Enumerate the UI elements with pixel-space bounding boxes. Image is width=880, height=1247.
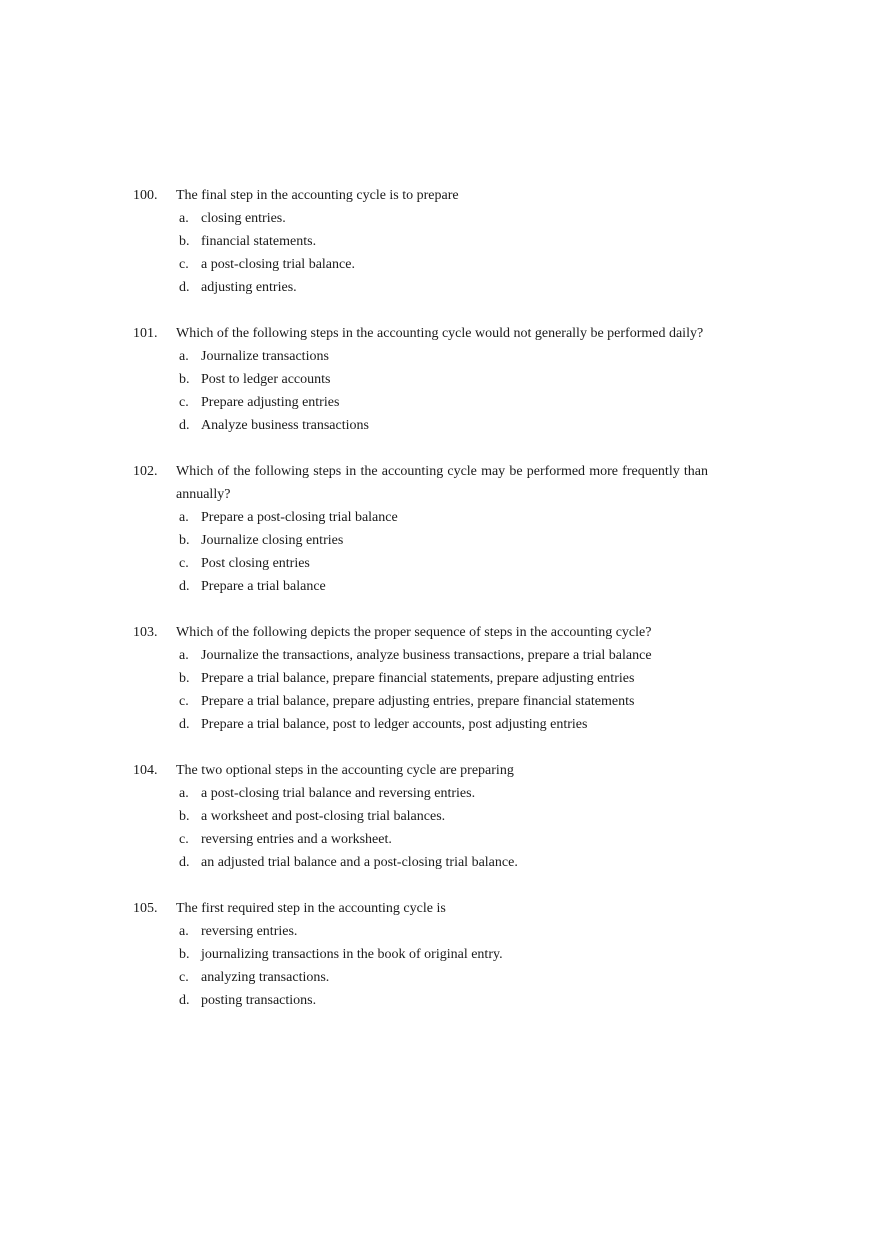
choice-letter: d. [179,579,190,594]
question-number: 101. [133,326,158,341]
choice-list [133,644,708,736]
choice-letter: a. [179,648,189,663]
choice-text: Journalize closing entries [201,533,344,548]
choice-text: financial statements. [201,234,317,249]
choice-text: Prepare a post-closing trial balance [201,510,398,525]
question-text: Which of the following depicts the proper sequence of steps in the accounting cycle? [176,625,652,640]
choice-letter: d. [179,855,190,870]
choice-a [179,920,708,943]
choice-c [179,828,708,851]
choice-text: posting transactions. [201,993,317,1008]
choice-text: a worksheet and post-closing trial balances. [201,809,446,824]
choice-text: reversing entries and a worksheet. [201,832,392,847]
choice-text: Journalize transactions [201,349,329,364]
choice-d [179,414,708,437]
question-100 [133,184,708,299]
question-stem [133,460,708,506]
choice-d [179,851,708,874]
choice-text: Prepare a trial balance, post to ledger accounts, post adjusting entries [201,717,588,732]
choice-text: Post closing entries [201,556,310,571]
choice-letter: a. [179,510,189,525]
question-105 [133,897,708,1012]
choice-letter: d. [179,280,190,295]
question-stem [133,184,708,207]
question-stem [133,759,708,782]
question-104 [133,759,708,874]
choice-a [179,644,708,667]
choice-b [179,529,708,552]
choice-letter: c. [179,257,189,272]
choice-list [133,920,708,1012]
question-number: 100. [133,188,158,203]
choice-b [179,805,708,828]
choice-a [179,782,708,805]
question-number: 102. [133,464,158,479]
choice-c [179,966,708,989]
question-number: 105. [133,901,158,916]
question-stem [133,897,708,920]
choice-text: a post-closing trial balance and reversing entries. [201,786,476,801]
choice-letter: a. [179,924,189,939]
question-stem [133,621,708,644]
choice-letter: b. [179,671,190,686]
choice-d [179,575,708,598]
question-102 [133,460,708,598]
choice-b [179,368,708,391]
choice-letter: c. [179,970,189,985]
choice-a [179,506,708,529]
choice-text: Analyze business transactions [201,418,369,433]
choice-text: Journalize the transactions, analyze business transactions, prepare a trial balance [201,648,652,663]
choice-d [179,713,708,736]
choice-c [179,552,708,575]
question-text: The first required step in the accounting cycle is [176,901,446,916]
choice-text: Prepare adjusting entries [201,395,340,410]
question-103 [133,621,708,736]
question-101 [133,322,708,437]
question-text: Which of the following steps in the accounting cycle may be performed more frequently than annually? [176,464,708,502]
choice-text: closing entries. [201,211,286,226]
choice-text: Prepare a trial balance [201,579,326,594]
choice-b [179,230,708,253]
choice-a [179,207,708,230]
choice-text: adjusting entries. [201,280,297,295]
choice-letter: a. [179,211,189,226]
choice-letter: d. [179,717,190,732]
choice-letter: c. [179,832,189,847]
question-number: 104. [133,763,158,778]
choice-letter: d. [179,418,190,433]
choice-text: Prepare a trial balance, prepare adjusting entries, prepare financial statements [201,694,635,709]
choice-letter: a. [179,349,189,364]
choice-letter: d. [179,993,190,1008]
choice-letter: b. [179,533,190,548]
question-number: 103. [133,625,158,640]
choice-text: journalizing transactions in the book of original entry. [201,947,503,962]
choice-c [179,391,708,414]
choice-text: a post-closing trial balance. [201,257,355,272]
choice-c [179,690,708,713]
choice-d [179,276,708,299]
choice-b [179,943,708,966]
choice-a [179,345,708,368]
choice-letter: b. [179,947,190,962]
choice-list [133,506,708,598]
choice-letter: c. [179,556,189,571]
question-list [133,184,708,1035]
choice-letter: c. [179,395,189,410]
choice-text: reversing entries. [201,924,298,939]
choice-letter: b. [179,234,190,249]
choice-list [133,207,708,299]
choice-list [133,345,708,437]
choice-letter: c. [179,694,189,709]
question-text: The final step in the accounting cycle is to prepare [176,188,459,203]
question-text: The two optional steps in the accounting cycle are preparing [176,763,514,778]
choice-d [179,989,708,1012]
choice-letter: b. [179,372,190,387]
question-stem [133,322,708,345]
choice-text: analyzing transactions. [201,970,330,985]
choice-text: Prepare a trial balance, prepare financial statements, prepare adjusting entries [201,671,635,686]
choice-list [133,782,708,874]
choice-c [179,253,708,276]
question-text: Which of the following steps in the accounting cycle would not generally be performed daily? [176,326,704,341]
choice-text: Post to ledger accounts [201,372,331,387]
choice-letter: a. [179,786,189,801]
choice-b [179,667,708,690]
choice-text: an adjusted trial balance and a post-closing trial balance. [201,855,518,870]
choice-letter: b. [179,809,190,824]
